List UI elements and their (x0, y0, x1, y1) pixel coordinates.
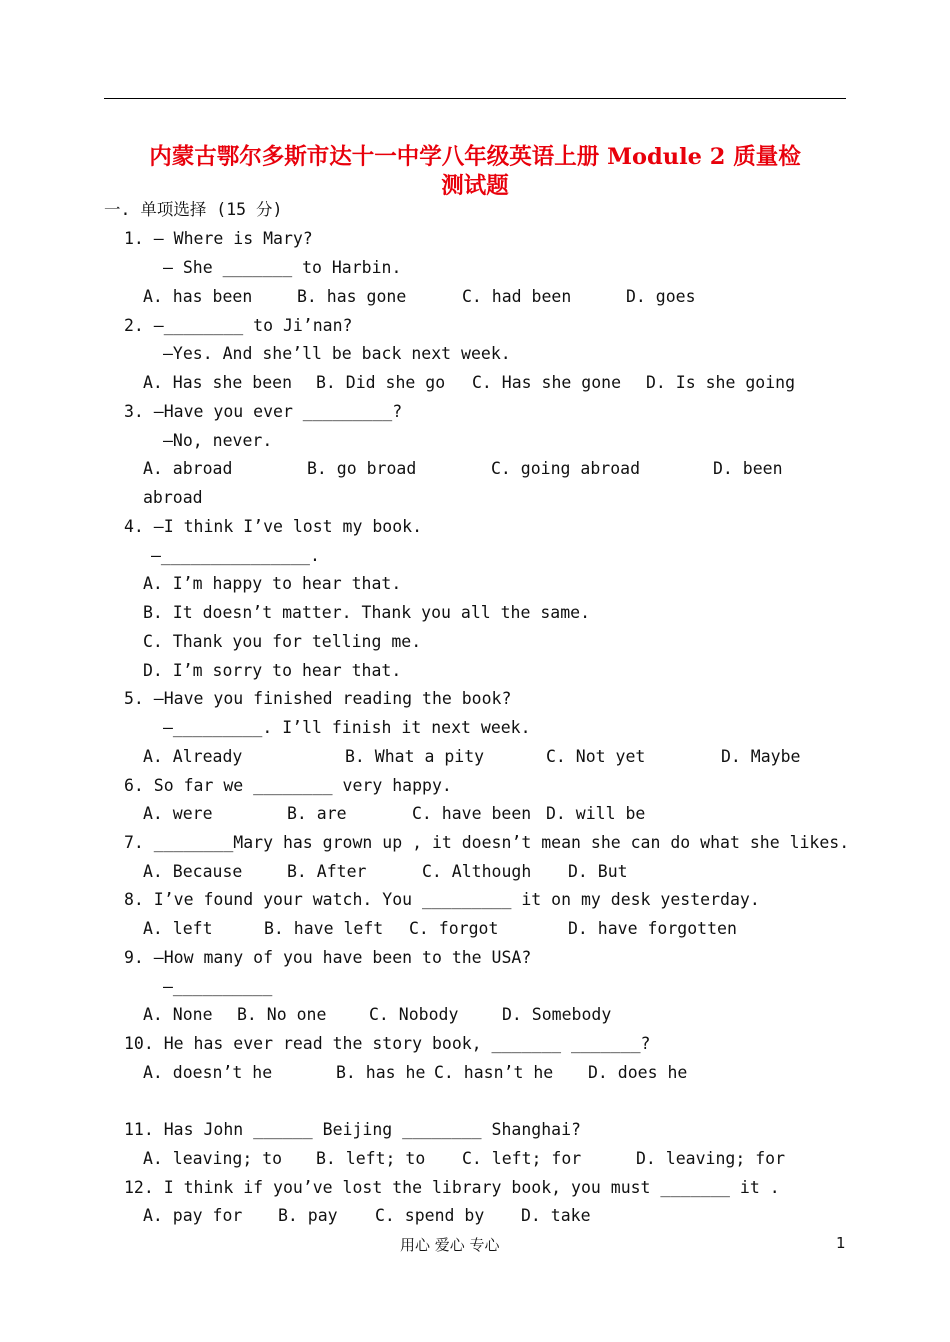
q5-response: —_________. I’ll finish it next week. (163, 718, 531, 737)
q10-option-c: C. hasn’t he (434, 1063, 554, 1082)
q7-stem: 7. ________Mary has grown up , it doesn’t mean she can do what she likes. (124, 833, 850, 852)
q4-option-c: C. Thank you for telling me. (143, 632, 422, 651)
q12-option-a: A. pay for (143, 1206, 243, 1225)
q3-option-d: D. been (713, 459, 783, 478)
q4-option-b: B. It doesn’t matter. Thank you all the same. (143, 603, 591, 622)
q3-option-b: B. go broad (307, 459, 417, 478)
q5-option-a: A. Already (143, 747, 243, 766)
q1-response: — She _______ to Harbin. (163, 258, 402, 277)
q8-stem: 8. I’ve found your watch. You _________ it on my desk yesterday. (124, 890, 760, 909)
q8-option-c: C. forgot (409, 919, 499, 938)
q12-option-b: B. pay (278, 1206, 338, 1225)
q11-option-c: C. left; for (462, 1149, 582, 1168)
q7-option-d: D. But (568, 862, 628, 881)
q7-option-b: B. After (287, 862, 367, 881)
q5-option-c: C. Not yet (546, 747, 646, 766)
q6-option-a: A. were (143, 804, 213, 823)
title-line-2: 测试题 (441, 173, 509, 199)
q5-option-d: D. Maybe (721, 747, 801, 766)
q9-option-a: A. None (143, 1005, 213, 1024)
q10-stem: 10. He has ever read the story book, _______ _______? (124, 1034, 651, 1053)
q9-response: —__________ (163, 977, 273, 996)
q1-option-a: A. has been (143, 287, 253, 306)
q11-option-a: A. leaving; to (143, 1149, 283, 1168)
q5-option-b: B. What a pity (345, 747, 485, 766)
q8-option-a: A. left (143, 919, 213, 938)
q3-stem: 3. —Have you ever _________? (124, 402, 403, 421)
q2-option-d: D. Is she going (646, 373, 796, 392)
q7-option-c: C. Although (422, 862, 532, 881)
q8-option-b: B. have left (264, 919, 384, 938)
q10-option-a: A. doesn’t he (143, 1063, 273, 1082)
page-number: 1 (836, 1234, 846, 1252)
q6-stem: 6. So far we ________ very happy. (124, 776, 452, 795)
q11-option-b: B. left; to (316, 1149, 426, 1168)
q1-option-d: D. goes (626, 287, 696, 306)
q3-option-a: A. abroad (143, 459, 233, 478)
q3-option-c: C. going abroad (491, 459, 641, 478)
footer-motto: 用心 爱心 专心 (400, 1236, 500, 1254)
q4-option-a: A. I’m happy to hear that. (143, 574, 402, 593)
q9-option-c: C. Nobody (369, 1005, 459, 1024)
q2-stem: 2. —________ to Ji’nan? (124, 316, 353, 335)
q2-response: —Yes. And she’ll be back next week. (163, 344, 511, 363)
q6-option-c: C. have been (412, 804, 532, 823)
title-line-1: 内蒙古鄂尔多斯市达十一中学八年级英语上册 Module 2 质量检 (149, 144, 801, 170)
q2-option-b: B. Did she go (316, 373, 446, 392)
q4-option-d: D. I’m sorry to hear that. (143, 661, 402, 680)
header-rule (104, 98, 846, 99)
q6-option-b: B. are (287, 804, 347, 823)
q5-stem: 5. —Have you finished reading the book? (124, 689, 512, 708)
q11-stem: 11. Has John ______ Beijing ________ Shanghai? (124, 1120, 581, 1139)
q1-option-c: C. had been (462, 287, 572, 306)
q10-option-b: B. has he (336, 1063, 426, 1082)
q4-stem: 4. —I think I’ve lost my book. (124, 517, 423, 536)
q1-stem: 1. — Where is Mary? (124, 229, 313, 248)
q3-option-d-wrap: abroad (143, 488, 203, 507)
q6-option-d: D. will be (546, 804, 646, 823)
q9-option-d: D. Somebody (502, 1005, 612, 1024)
q10-option-d: D. does he (588, 1063, 688, 1082)
q4-response: —_______________. (151, 546, 320, 565)
q3-response: —No, never. (163, 431, 273, 450)
q8-option-d: D. have forgotten (568, 919, 737, 938)
q11-option-d: D. leaving; for (636, 1149, 786, 1168)
section-heading: 一. 单项选择 (15 分) (104, 200, 283, 219)
q9-stem: 9. —How many of you have been to the USA? (124, 948, 532, 967)
q1-option-b: B. has gone (297, 287, 407, 306)
q2-option-a: A. Has she been (143, 373, 293, 392)
q12-option-d: D. take (521, 1206, 591, 1225)
q7-option-a: A. Because (143, 862, 243, 881)
q9-option-b: B. No one (237, 1005, 327, 1024)
q12-stem: 12. I think if you’ve lost the library book, you must _______ it . (124, 1178, 780, 1197)
q2-option-c: C. Has she gone (472, 373, 622, 392)
q12-option-c: C. spend by (375, 1206, 485, 1225)
